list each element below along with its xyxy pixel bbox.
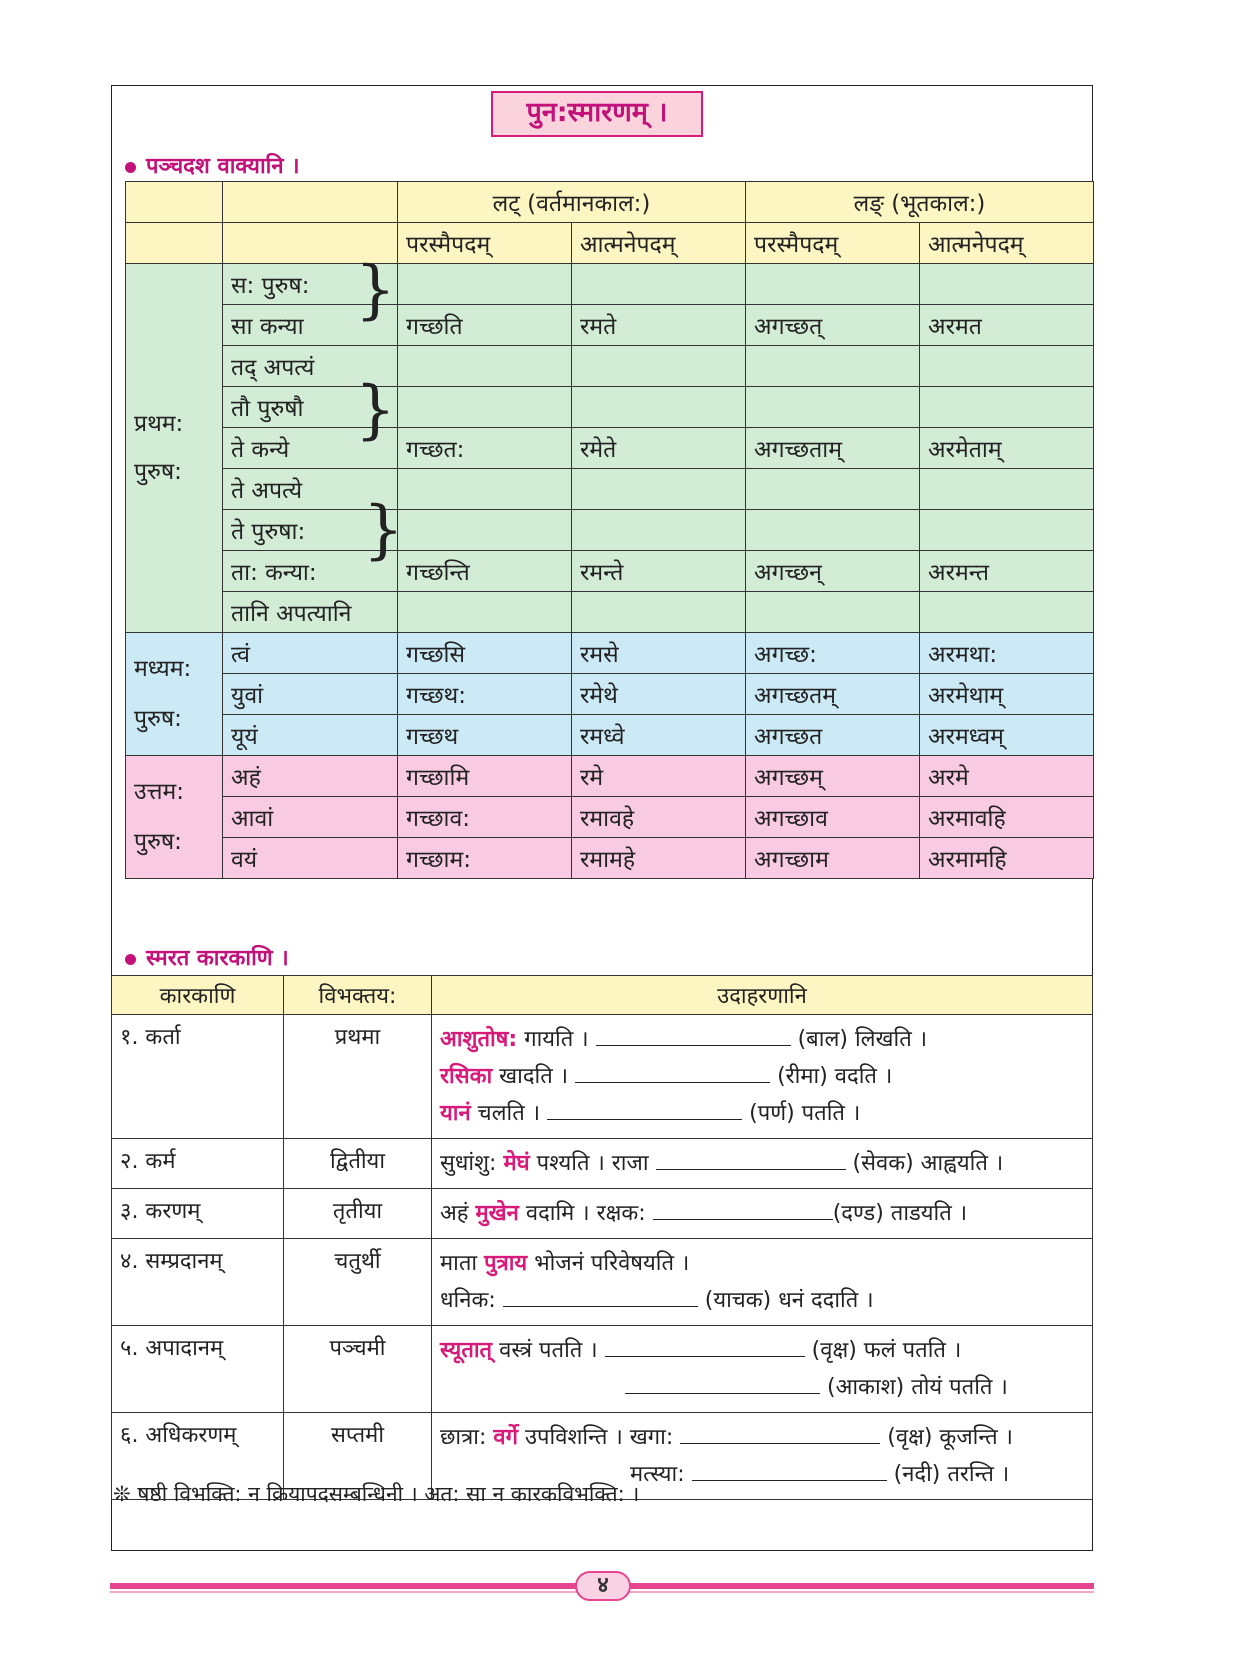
example-text: छात्रा: bbox=[440, 1425, 494, 1450]
example-text: माता bbox=[440, 1251, 485, 1276]
header-atmane: आत्मनेपदम् bbox=[920, 223, 1094, 264]
table-subheader-row bbox=[126, 223, 1094, 264]
header-cell bbox=[126, 182, 223, 223]
verb-form-cell bbox=[572, 264, 746, 305]
verb-form-cell: अगच्छन् bbox=[746, 551, 920, 592]
verb-form-cell: अगच्छतम् bbox=[746, 674, 920, 715]
verb-form-cell bbox=[920, 346, 1094, 387]
subject-cell: तानि अपत्यानि bbox=[223, 592, 398, 633]
person-label-line: उत्तम: bbox=[134, 779, 185, 805]
fill-in-blank[interactable] bbox=[575, 1064, 770, 1083]
header-atmane: आत्मनेपदम् bbox=[572, 223, 746, 264]
header-vibhakti: विभक्तय: bbox=[284, 976, 432, 1015]
verb-form-cell bbox=[398, 469, 572, 510]
verb-form-cell bbox=[572, 387, 746, 428]
fill-in-blank[interactable] bbox=[547, 1101, 742, 1120]
karaka-cell: ४. सम्प्रदानम् bbox=[112, 1239, 284, 1326]
example-line bbox=[440, 1282, 1084, 1319]
conjugation-table bbox=[125, 181, 1094, 879]
verb-form-cell: गच्छति bbox=[398, 305, 572, 346]
example-hint: (वृक्ष) फलं पतति । bbox=[804, 1338, 962, 1363]
example-text: मत्स्या: bbox=[630, 1462, 692, 1487]
highlighted-word: मुखेन bbox=[475, 1201, 519, 1226]
example-line bbox=[440, 1195, 1084, 1232]
verb-form-cell: अरमे bbox=[920, 756, 1094, 797]
subject-cell: ते पुरुषा: bbox=[223, 510, 398, 551]
example-text: सुधांशु: bbox=[440, 1151, 504, 1176]
table-row bbox=[126, 551, 1094, 592]
example-hint: (नदी) तरन्ति । bbox=[886, 1462, 1010, 1487]
fill-in-blank[interactable] bbox=[605, 1338, 805, 1357]
verb-form-cell bbox=[920, 510, 1094, 551]
example-text: उपविशन्ति । खगा: bbox=[518, 1425, 681, 1450]
fill-in-blank[interactable] bbox=[596, 1027, 791, 1046]
verb-form-cell: अगच्छाम bbox=[746, 838, 920, 879]
person-label-line: पुरुष: bbox=[134, 459, 182, 485]
person-label-madhyama bbox=[126, 633, 223, 756]
karaka-cell: १. कर्ता bbox=[112, 1015, 284, 1139]
table-row bbox=[126, 633, 1094, 674]
person-label-line: पुरुष: bbox=[134, 829, 182, 855]
table-row bbox=[126, 592, 1094, 633]
page-number: ४ bbox=[575, 1571, 631, 1601]
header-parasmai: परस्मैपदम् bbox=[398, 223, 572, 264]
example-text: धनिक: bbox=[440, 1288, 503, 1313]
verb-form-cell: गच्छथ: bbox=[398, 674, 572, 715]
header-parasmai: परस्मैपदम् bbox=[746, 223, 920, 264]
verb-form-cell bbox=[398, 346, 572, 387]
fill-in-blank[interactable] bbox=[503, 1288, 698, 1307]
fill-in-blank[interactable] bbox=[653, 1201, 833, 1220]
vibhakti-cell: चतुर्थी bbox=[284, 1239, 432, 1326]
verb-form-cell: गच्छन्ति bbox=[398, 551, 572, 592]
table-header-row bbox=[112, 976, 1093, 1015]
example-text: खादति । bbox=[492, 1064, 576, 1089]
subject-cell: अहं bbox=[223, 756, 398, 797]
person-label-prathama bbox=[126, 264, 223, 633]
table-row bbox=[112, 1015, 1093, 1139]
verb-form-cell: गच्छाम: bbox=[398, 838, 572, 879]
examples-cell bbox=[432, 1139, 1093, 1189]
subject-cell: ते कन्ये bbox=[223, 428, 398, 469]
brace-icon: } bbox=[363, 493, 404, 567]
vibhakti-cell: पञ्चमी bbox=[284, 1326, 432, 1413]
verb-form-cell: अरमध्वम् bbox=[920, 715, 1094, 756]
table-row bbox=[126, 838, 1094, 879]
verb-form-cell: अगच्छत् bbox=[746, 305, 920, 346]
verb-form-cell: अरमत bbox=[920, 305, 1094, 346]
example-text: चलति । bbox=[470, 1101, 548, 1126]
table-row bbox=[126, 715, 1094, 756]
subject-cell: त्वं bbox=[223, 633, 398, 674]
example-line bbox=[440, 1369, 1084, 1406]
table-row bbox=[126, 674, 1094, 715]
vibhakti-cell: प्रथमा bbox=[284, 1015, 432, 1139]
example-line bbox=[440, 1058, 1084, 1095]
person-label-line: पुरुष: bbox=[134, 706, 182, 732]
verb-form-cell: रमते bbox=[572, 305, 746, 346]
example-line bbox=[440, 1332, 1084, 1369]
highlighted-word: मेघं bbox=[503, 1151, 530, 1176]
example-hint: (रीमा) वदति । bbox=[770, 1064, 893, 1089]
footnote: ❊ षष्ठी विभक्ति: न क्रियापदसम्बन्धिनी । अत: सा न कारकविभक्ति: । bbox=[113, 1482, 640, 1506]
examples-cell bbox=[432, 1326, 1093, 1413]
highlighted-word: आशुतोष: bbox=[440, 1027, 518, 1052]
fill-in-blank[interactable] bbox=[680, 1425, 880, 1444]
example-text: अहं bbox=[440, 1201, 476, 1226]
table-row bbox=[126, 264, 1094, 305]
verb-form-cell: रमे bbox=[572, 756, 746, 797]
example-line bbox=[440, 1095, 1084, 1132]
table-row bbox=[126, 797, 1094, 838]
verb-form-cell: रमावहे bbox=[572, 797, 746, 838]
fill-in-blank[interactable] bbox=[656, 1151, 846, 1170]
example-text: वस्त्रं पतति । bbox=[492, 1338, 605, 1363]
verb-form-cell bbox=[920, 592, 1094, 633]
verb-form-cell: अरमन्त bbox=[920, 551, 1094, 592]
example-hint: (सेवक) आह्वयति । bbox=[845, 1151, 1004, 1176]
section-heading-text: पञ्चदश वाक्यानि । bbox=[146, 154, 300, 179]
verb-form-cell: अगच्छम् bbox=[746, 756, 920, 797]
karaka-cell: ५. अपादानम् bbox=[112, 1326, 284, 1413]
section-heading-karaka bbox=[125, 942, 289, 972]
table-row bbox=[126, 510, 1094, 551]
karaka-cell: ३. करणम् bbox=[112, 1189, 284, 1239]
verb-form-cell bbox=[746, 469, 920, 510]
section-heading-sentences bbox=[125, 150, 300, 180]
header-lat: लट् (वर्तमानकाल:) bbox=[398, 182, 746, 223]
example-hint: (दण्ड) ताडयति । bbox=[832, 1201, 968, 1226]
verb-form-cell bbox=[920, 469, 1094, 510]
verb-form-cell bbox=[746, 387, 920, 428]
verb-form-cell: अरमेताम् bbox=[920, 428, 1094, 469]
highlighted-word: यानं bbox=[440, 1101, 471, 1126]
example-hint: (आकाश) तोयं पतति । bbox=[820, 1375, 1008, 1400]
table-row bbox=[112, 1139, 1093, 1189]
verb-form-cell: गच्छामि bbox=[398, 756, 572, 797]
example-text: भोजनं परिवेषयति । bbox=[527, 1251, 690, 1276]
subject-cell: स: पुरुष: bbox=[223, 264, 398, 305]
verb-form-cell bbox=[398, 592, 572, 633]
subject-cell: ते अपत्ये bbox=[223, 469, 398, 510]
example-hint: (याचक) धनं ददाति । bbox=[697, 1288, 874, 1313]
table-row bbox=[126, 756, 1094, 797]
subject-cell: यूयं bbox=[223, 715, 398, 756]
person-label-line: प्रथम: bbox=[134, 411, 184, 437]
subject-cell: ता: कन्या: bbox=[223, 551, 398, 592]
verb-form-cell: अरमामहि bbox=[920, 838, 1094, 879]
header-lan: लङ् (भूतकाल:) bbox=[746, 182, 1094, 223]
verb-form-cell: रमेते bbox=[572, 428, 746, 469]
verb-form-cell bbox=[746, 592, 920, 633]
verb-form-cell: गच्छत: bbox=[398, 428, 572, 469]
bullet-icon bbox=[125, 162, 136, 173]
subject-cell: सा कन्या bbox=[223, 305, 398, 346]
header-cell bbox=[223, 182, 398, 223]
table-row bbox=[126, 387, 1094, 428]
section-heading-text: स्मरत कारकाणि । bbox=[146, 946, 289, 971]
brace-icon: } bbox=[355, 373, 396, 447]
header-karaka: कारकाणि bbox=[112, 976, 284, 1015]
highlighted-word: पुत्राय bbox=[484, 1251, 528, 1276]
verb-form-cell: रमामहे bbox=[572, 838, 746, 879]
table-header-row bbox=[126, 182, 1094, 223]
verb-form-cell bbox=[572, 346, 746, 387]
verb-form-cell bbox=[572, 469, 746, 510]
bullet-icon bbox=[125, 954, 136, 965]
table-row bbox=[126, 305, 1094, 346]
example-line bbox=[440, 1145, 1084, 1182]
example-hint: (वृक्ष) कूजन्ति । bbox=[880, 1425, 1013, 1450]
verb-form-cell: गच्छसि bbox=[398, 633, 572, 674]
verb-form-cell bbox=[746, 346, 920, 387]
verb-form-cell: अरमावहि bbox=[920, 797, 1094, 838]
verb-form-cell: अरमथा: bbox=[920, 633, 1094, 674]
vibhakti-cell: सप्तमी bbox=[284, 1413, 432, 1500]
verb-form-cell: अगच्छ: bbox=[746, 633, 920, 674]
examples-cell bbox=[432, 1239, 1093, 1326]
verb-form-cell bbox=[398, 510, 572, 551]
example-text: वदामि । रक्षक: bbox=[518, 1201, 653, 1226]
karaka-cell: ६. अधिकरणम् bbox=[112, 1413, 284, 1500]
vibhakti-cell: तृतीया bbox=[284, 1189, 432, 1239]
subject-cell: युवां bbox=[223, 674, 398, 715]
verb-form-cell: रमध्वे bbox=[572, 715, 746, 756]
verb-form-cell: गच्छथ bbox=[398, 715, 572, 756]
highlighted-word: वर्गे bbox=[493, 1425, 518, 1450]
table-row bbox=[126, 469, 1094, 510]
verb-form-cell bbox=[572, 592, 746, 633]
karaka-cell: २. कर्म bbox=[112, 1139, 284, 1189]
verb-form-cell: रमेथे bbox=[572, 674, 746, 715]
brace-icon: } bbox=[355, 253, 396, 327]
verb-form-cell: गच्छाव: bbox=[398, 797, 572, 838]
verb-form-cell bbox=[746, 264, 920, 305]
verb-form-cell: अगच्छत bbox=[746, 715, 920, 756]
example-line bbox=[440, 1245, 1084, 1282]
verb-form-cell bbox=[398, 264, 572, 305]
table-row bbox=[126, 346, 1094, 387]
person-label-uttama bbox=[126, 756, 223, 879]
example-hint: (पर्ण) पतति । bbox=[742, 1101, 861, 1126]
fill-in-blank[interactable] bbox=[625, 1375, 820, 1394]
subject-cell: वयं bbox=[223, 838, 398, 879]
subject-cell: तद् अपत्यं bbox=[223, 346, 398, 387]
example-line bbox=[440, 1021, 1084, 1058]
subject-cell: तौ पुरुषौ bbox=[223, 387, 398, 428]
verb-form-cell bbox=[572, 510, 746, 551]
verb-form-cell bbox=[920, 264, 1094, 305]
verb-form-cell bbox=[398, 387, 572, 428]
verb-form-cell: रमसे bbox=[572, 633, 746, 674]
verb-form-cell bbox=[920, 387, 1094, 428]
vibhakti-cell: द्वितीया bbox=[284, 1139, 432, 1189]
examples-cell bbox=[432, 1189, 1093, 1239]
header-examples: उदाहरणानि bbox=[432, 976, 1093, 1015]
fill-in-blank[interactable] bbox=[692, 1462, 887, 1481]
example-line bbox=[440, 1419, 1084, 1456]
example-text: गायति । bbox=[517, 1027, 596, 1052]
verb-form-cell: अगच्छाव bbox=[746, 797, 920, 838]
page-title: पुन:स्मारणम् । bbox=[491, 91, 703, 137]
verb-form-cell: अरमेथाम् bbox=[920, 674, 1094, 715]
table-row bbox=[112, 1239, 1093, 1326]
table-row bbox=[112, 1189, 1093, 1239]
highlighted-word: स्यूतात् bbox=[440, 1338, 493, 1363]
person-label-line: मध्यम: bbox=[134, 656, 192, 682]
verb-form-cell bbox=[746, 510, 920, 551]
subject-cell: आवां bbox=[223, 797, 398, 838]
examples-cell bbox=[432, 1015, 1093, 1139]
table-row bbox=[112, 1326, 1093, 1413]
example-hint: (बाल) लिखति । bbox=[790, 1027, 928, 1052]
karaka-table bbox=[111, 975, 1093, 1500]
verb-form-cell: रमन्ते bbox=[572, 551, 746, 592]
highlighted-word: रसिका bbox=[440, 1064, 493, 1089]
table-row bbox=[126, 428, 1094, 469]
example-text: पश्यति । राजा bbox=[529, 1151, 656, 1176]
verb-form-cell: अगच्छताम् bbox=[746, 428, 920, 469]
